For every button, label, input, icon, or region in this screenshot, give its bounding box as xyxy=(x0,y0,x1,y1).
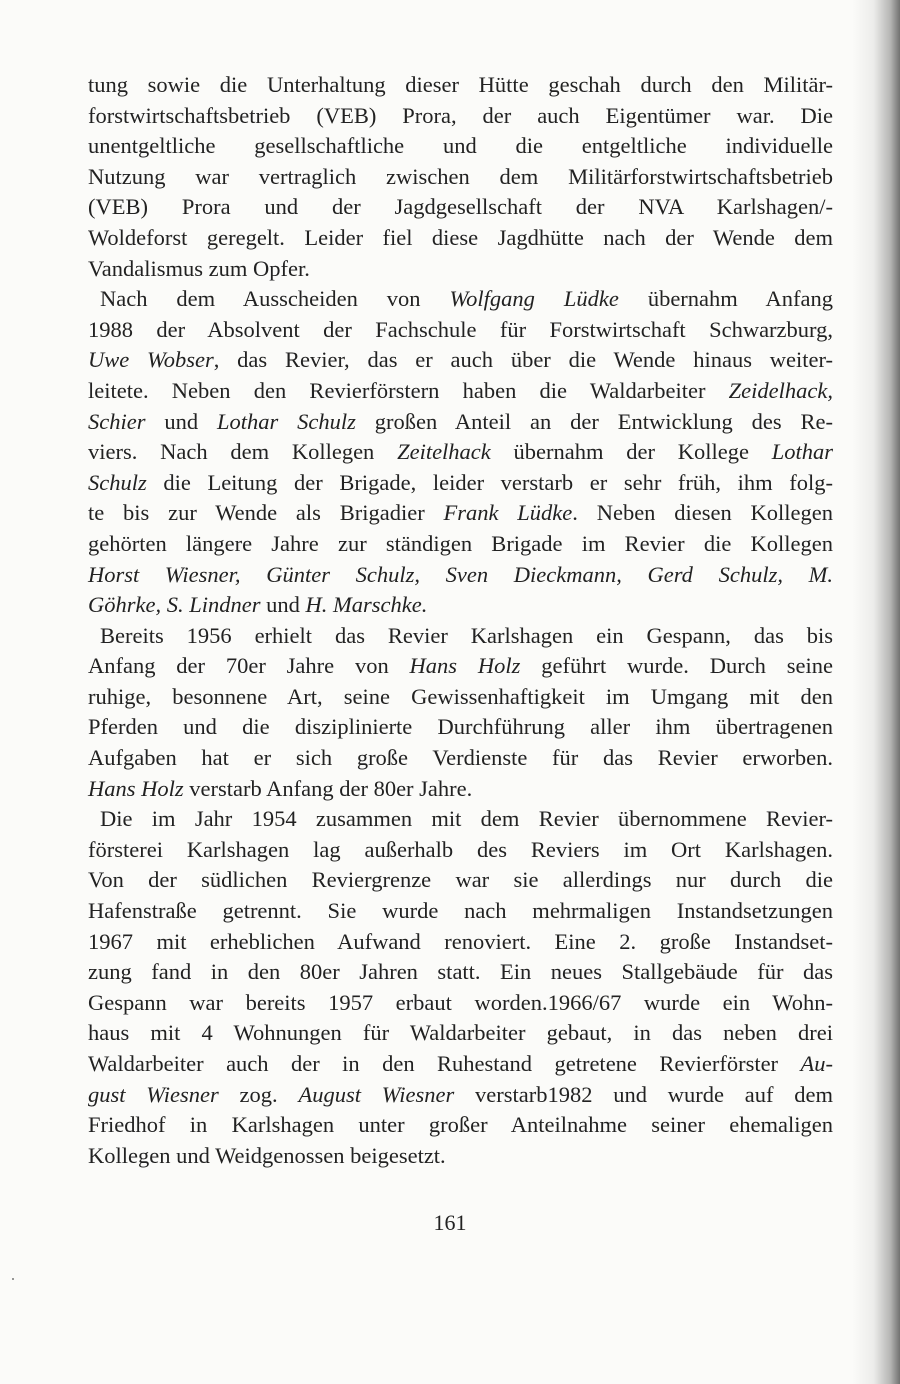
text-line xyxy=(88,162,833,193)
italic-name: Lothar Schulz xyxy=(217,408,356,434)
text-run: übernahm der Kollege xyxy=(490,439,772,465)
text-line xyxy=(88,192,833,223)
text-run: Woldeforst geregelt. Leider fiel diese Jagdhütte nach der Wende dem xyxy=(88,224,833,250)
text-run: , das Revier, das er auch über die Wende hinaus weiter- xyxy=(213,347,834,373)
text-line xyxy=(88,804,833,835)
text-run: leitete. Neben den Revierförstern haben die Waldarbeiter xyxy=(88,377,729,403)
italic-name: Hans Holz xyxy=(88,775,184,801)
text-run: übernahm Anfang xyxy=(618,286,833,312)
text-run: zog. xyxy=(218,1081,299,1107)
text-line xyxy=(88,1141,833,1172)
text-line xyxy=(88,223,833,254)
text-run: Bereits 1956 erhielt das Revier Karlshagen ein Gespann, das bis xyxy=(100,622,833,648)
text-run: geführt wurde. Durch seine xyxy=(520,653,833,679)
italic-name: Hans Holz xyxy=(409,653,521,679)
text-line xyxy=(88,1110,833,1141)
italic-name: Uwe Wobser xyxy=(88,347,214,373)
text-run: haus mit 4 Wohnungen für Waldarbeiter gebaut, in das neben drei xyxy=(88,1020,833,1046)
text-line xyxy=(88,988,833,1019)
text-run: Hafenstraße getrennt. Sie wurde nach mehrmaligen Instandsetzungen xyxy=(88,898,833,924)
italic-name: Frank Lüdke xyxy=(443,500,573,526)
text-run: Kollegen und Weidgenossen beigesetzt. xyxy=(88,1142,446,1168)
text-run: Vandalismus zum Opfer. xyxy=(88,255,310,281)
text-line xyxy=(88,468,833,499)
text-line xyxy=(88,927,833,958)
page-number: 161 xyxy=(433,1210,467,1235)
book-spine-shadow xyxy=(852,0,900,1384)
italic-name: Zeidelhack, xyxy=(728,377,833,403)
italic-name: gust Wiesner xyxy=(88,1081,219,1107)
text-line xyxy=(88,407,833,438)
text-line xyxy=(88,498,833,529)
text-line xyxy=(88,621,833,652)
text-run: und xyxy=(260,592,306,618)
text-line xyxy=(88,743,833,774)
text-run: Pferden und die disziplinierte Durchführung aller ihm übertragenen xyxy=(88,714,833,740)
text-run: Nutzung war vertraglich zwischen dem Militärforstwirtschaftsbetrieb xyxy=(88,163,833,189)
text-run: Anfang der 70er Jahre von xyxy=(88,653,410,679)
text-run: Nach dem Ausscheiden von xyxy=(100,286,450,312)
text-line xyxy=(88,560,833,591)
italic-name: H. Marschke. xyxy=(305,592,428,618)
text-line xyxy=(88,835,833,866)
text-run: Friedhof in Karlshagen unter großer Anteilnahme seiner ehemaligen xyxy=(88,1112,833,1138)
text-line xyxy=(88,1080,833,1111)
text-run: verstarb Anfang der 80er Jahre. xyxy=(183,775,473,801)
text-run: (VEB) Prora und der Jagdgesellschaft der NVA Karlshagen/- xyxy=(88,194,833,220)
text-line xyxy=(88,254,833,285)
italic-name: Au- xyxy=(800,1051,833,1076)
text-run: großen Anteil an der Entwicklung des Re- xyxy=(355,408,834,434)
text-run: tung sowie die Unterhaltung dieser Hütte geschah durch den Militär- xyxy=(88,72,833,97)
text-line xyxy=(88,376,833,407)
italic-name: Horst Wiesner, Günter Schulz, Sven Dieckmann, Gerd Schulz, M. xyxy=(88,561,833,587)
italic-name: Schulz xyxy=(88,469,147,495)
text-run: 1967 mit erheblichen Aufwand renoviert. Eine 2. große Instandset- xyxy=(88,928,833,954)
text-run: forstwirtschaftsbetrieb (VEB) Prora, der auch Eigentümer war. Die xyxy=(88,102,833,128)
text-run: verstarb1982 und wurde auf dem xyxy=(454,1081,833,1107)
text-line xyxy=(88,70,833,101)
text-line xyxy=(88,896,833,927)
text-line xyxy=(88,651,833,682)
text-line xyxy=(88,682,833,713)
text-run: zung fand in den 80er Jahren statt. Ein neues Stallgebäude für das xyxy=(88,959,833,985)
text-run: unentgeltliche gesellschaftliche und die entgeltliche individuelle xyxy=(88,133,833,159)
text-line xyxy=(88,774,833,805)
italic-name: August Wiesner xyxy=(298,1081,455,1107)
text-run: 1988 der Absolvent der Fachschule für Forstwirtschaft Schwarzburg, xyxy=(88,316,833,342)
text-line xyxy=(88,529,833,560)
page-body-text xyxy=(88,70,833,1171)
text-run: ruhige, besonnene Art, seine Gewissenhaftigkeit im Umgang mit den xyxy=(88,683,833,709)
italic-name: Zeitelhack xyxy=(397,439,491,465)
text-line xyxy=(88,131,833,162)
text-run: . Neben diesen Kollegen xyxy=(572,500,833,526)
text-line xyxy=(88,1018,833,1049)
text-line xyxy=(88,865,833,896)
text-line xyxy=(88,284,833,315)
text-run: Waldarbeiter auch der in den Ruhestand getretene Revierförster xyxy=(88,1051,801,1076)
text-run: die Leitung der Brigade, leider verstarb er sehr früh, ihm folg- xyxy=(146,469,833,495)
text-run: Aufgaben hat er sich große Verdienste für das Revier erworben. xyxy=(88,745,833,771)
text-run: viers. Nach dem Kollegen xyxy=(88,439,398,465)
text-line xyxy=(88,315,833,346)
text-run: Die im Jahr 1954 zusammen mit dem Revier übernommene Revier- xyxy=(100,806,833,832)
text-line xyxy=(88,957,833,988)
italic-name: Lothar xyxy=(771,439,833,465)
text-run: te bis zur Wende als Brigadier xyxy=(88,500,444,526)
text-line xyxy=(88,345,833,376)
text-run: försterei Karlshagen lag außerhalb des Reviers im Ort Karlshagen. xyxy=(88,836,833,862)
text-run: und xyxy=(145,408,218,434)
text-line xyxy=(88,712,833,743)
italic-name: Wolfgang Lüdke xyxy=(449,286,619,312)
italic-name: Göhrke, S. Lindner xyxy=(88,592,261,618)
text-line xyxy=(88,437,833,468)
italic-name: Schier xyxy=(88,408,146,434)
text-run: gehörten längere Jahre zur ständigen Brigade im Revier die Kollegen xyxy=(88,530,833,556)
text-line xyxy=(88,101,833,132)
scan-speck xyxy=(12,1278,14,1280)
text-line xyxy=(88,1049,833,1080)
text-run: Gespann war bereits 1957 erbaut worden.1966/67 wurde ein Wohn- xyxy=(88,989,833,1015)
text-run: Von der südlichen Reviergrenze war sie allerdings nur durch die xyxy=(88,867,833,893)
text-line xyxy=(88,590,833,621)
